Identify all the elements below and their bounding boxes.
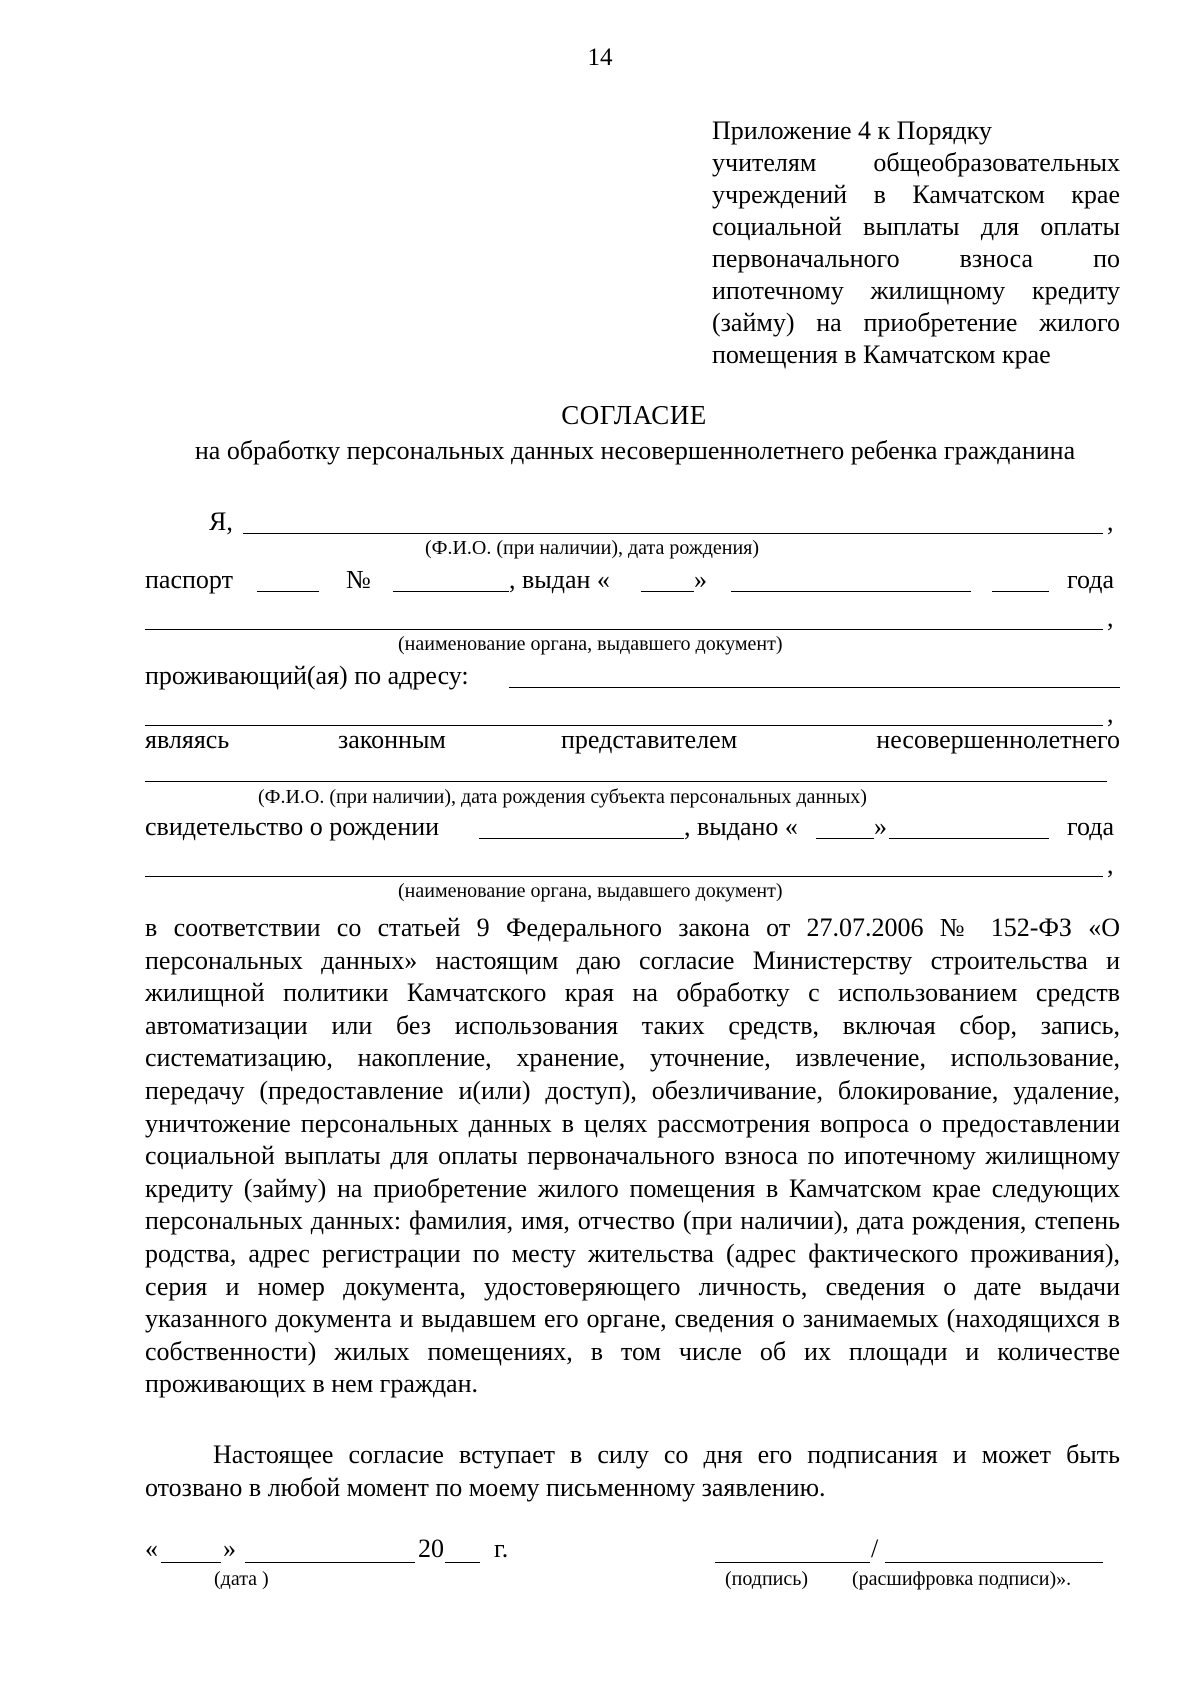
closing-paragraph: Настоящее согласие вступает в силу со дня его подписания и может быть отозвано в любой момент по моему письменному заявлению. — [145, 1440, 1120, 1502]
rep-word: несовершеннолетнего — [876, 725, 1120, 754]
rep-word: представителем — [561, 725, 738, 754]
quote-close2: » — [874, 812, 887, 841]
appendix-line: учреждений в Камчатском крае — [712, 180, 1120, 209]
issued-label2: , выдано « — [684, 812, 798, 841]
address-field[interactable] — [509, 687, 1120, 688]
signature-row — [145, 1534, 1120, 1568]
rep-word: являясь — [145, 725, 230, 754]
issue-day-field[interactable] — [641, 591, 694, 592]
issue-year-field[interactable] — [992, 591, 1049, 592]
comma: , — [1107, 603, 1114, 632]
appendix-block — [712, 115, 1120, 371]
date-caption: (дата ) — [214, 1568, 269, 1590]
birth-cert-month-field[interactable] — [889, 838, 1049, 839]
appendix-line: учителям общеобразовательных — [712, 148, 1120, 177]
child-fio-field[interactable] — [145, 781, 1107, 782]
year-label: года — [1067, 565, 1115, 594]
issued-label: , выдан « — [509, 565, 610, 594]
address-label: проживающий(ая) по адресу: — [145, 661, 469, 690]
number-sign: № — [346, 565, 371, 594]
appendix-line: первоначального взноса по — [712, 244, 1120, 273]
sign-caption: (подпись) — [725, 1568, 809, 1590]
i-label: Я, — [209, 507, 233, 536]
fio-caption: (Ф.И.О. (при наличии), дата рождения) — [425, 537, 760, 559]
year-label2: года — [1067, 812, 1115, 841]
row-child-fio — [145, 755, 1120, 789]
appendix-line: социальной выплаты для оплаты — [712, 212, 1120, 241]
sign-month-field[interactable] — [245, 1562, 415, 1563]
slash: / — [871, 1534, 879, 1563]
row-fio — [145, 505, 1120, 539]
appendix-line: ипотечному жилищному кредиту — [712, 276, 1120, 305]
birth-cert-label: свидетельство о рождении — [145, 812, 440, 841]
birth-cert-day-field[interactable] — [816, 838, 874, 839]
passport-series-field[interactable] — [257, 591, 319, 592]
consent-body: в соответствии со статьей 9 Федерального закона от 27.07.2006 № 152-ФЗ «О персональных данных» настоящим даю согласие Министерству строительства и жилищной политики Камчатского края на обработку с использованием средств автоматизации или без использования таких средств, включая сбор, запись, систематизацию, накопление, хранение, уточнение, извлечение, использование, передачу (предоставление и(или) доступ), обезличивание, блокирование, удаление, уничтожение персональных данных в целях рассмотрения вопроса о предоставлении социальной выплаты для оплаты первоначального взноса по ипотечному жилищному кредиту (займу) на приобретение жилого помещения в Камчатском крае следующих персональных данных: фамилия, имя, отчество (при наличии), дата рождения, степень родства, адрес регистрации по месту жительства (адрес фактического проживания), серия и номер документа, удостоверяющего личность, сведения о дате выдачи указанного документа и выдавшем его органе, сведения о занимаемых (находящихся в собственности) жилых помещениях, в том числе об их площади и количестве проживающих в нем граждан. — [145, 913, 1120, 1399]
issue-month-field[interactable] — [731, 591, 971, 592]
passport-label: паспорт — [145, 565, 233, 594]
row-passport — [145, 563, 1120, 597]
fio-field[interactable] — [243, 533, 1103, 534]
document-title: СОГЛАСИЕ — [561, 400, 707, 430]
birth-cert-number-field[interactable] — [479, 838, 684, 839]
quote-close: » — [223, 1534, 236, 1563]
comma: , — [1107, 850, 1114, 879]
signature-decode-field[interactable] — [885, 1562, 1103, 1563]
signature-field[interactable] — [715, 1562, 870, 1563]
appendix-line: (займу) на приобретение жилого — [712, 308, 1120, 337]
decode-caption: (расшифровка подписи)». — [852, 1568, 1072, 1590]
row-birth-cert — [145, 810, 1120, 844]
passport-number-field[interactable] — [393, 591, 509, 592]
appendix-line: Приложение 4 к Порядку — [712, 116, 992, 145]
org-caption: (наименование органа, выдавшего документ) — [398, 633, 783, 655]
org-caption2: (наименование органа, выдавшего документ) — [398, 880, 783, 902]
sign-year-field[interactable] — [445, 1562, 480, 1563]
quote-open: « — [145, 1534, 158, 1563]
row-issuer — [145, 601, 1120, 635]
comma: , — [1107, 699, 1114, 728]
document-subtitle: на обработку персональных данных несовершеннолетнего ребенка гражданина — [194, 436, 1076, 465]
row-representative — [145, 723, 1120, 757]
year-suffix: г. — [494, 1534, 509, 1563]
year-prefix: 20 — [418, 1534, 444, 1563]
row-issuer2 — [145, 848, 1120, 882]
sign-day-field[interactable] — [161, 1562, 221, 1563]
issuer-field[interactable] — [145, 629, 1103, 630]
page-number: 14 — [587, 44, 613, 71]
rep-word: законным — [338, 725, 446, 754]
issuer2-field[interactable] — [145, 876, 1103, 877]
appendix-line: помещения в Камчатском крае — [712, 340, 1051, 369]
row-address — [145, 659, 1120, 693]
comma: , — [1107, 507, 1114, 536]
quote-close: » — [694, 565, 707, 594]
child-caption: (Ф.И.О. (при наличии), дата рождения субъекта персональных данных) — [258, 786, 867, 808]
